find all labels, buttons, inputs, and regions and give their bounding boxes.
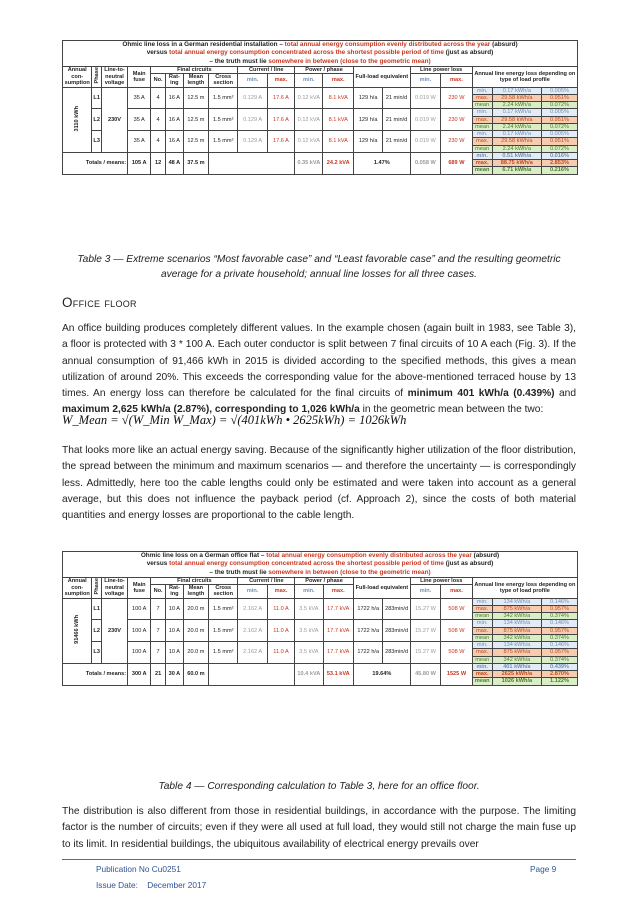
cell: 8.1 kVA: [323, 131, 353, 153]
cell: 0.129 A: [238, 131, 267, 153]
cell: 401 kWh/a: [492, 663, 541, 670]
cell: 21 min/d: [383, 87, 410, 109]
cell: 0.957%: [542, 627, 578, 634]
paragraph-2: That looks more like an actual energy saving. Because of the significantly higher utilization of the floor distribution, the spread between the minimum and maximum scenarios — and therefore the uncertainty — is correspondingly less. Admittedly, here too the cable lengths could only be estimated and were taken into account as a general average, but this does not influence the payback period (cf. Approach 2), since the costs of both material quantities and energy losses are proportional to the cable length.: [62, 445, 576, 522]
cell: 8.1 kVA: [323, 109, 353, 131]
cell: min.: [472, 131, 492, 138]
cell: Rat- ing: [165, 74, 183, 88]
cell: 4: [151, 109, 166, 131]
cell: 88.75 kWh/a: [492, 160, 541, 167]
cell: 875 kWh/a: [492, 649, 541, 656]
footer-issue: Issue Date: December 2017: [96, 880, 207, 890]
hdr-line-loss: Line power loss: [410, 577, 472, 584]
cell: 45.80 W: [410, 663, 440, 685]
cell: 17.6 A: [267, 131, 294, 153]
voltage-value: 230V: [101, 87, 127, 152]
cell: 0.019 W: [410, 131, 440, 153]
cell: max.: [472, 160, 492, 167]
table-4-caption: Table 4 — Corresponding calculation to Table 3, here for an office floor.: [158, 781, 480, 792]
cell: 15.27 W: [410, 642, 440, 664]
cell: 0.957%: [542, 605, 578, 612]
cell: 21 min/d: [383, 131, 410, 153]
cell: 0.129 A: [238, 109, 267, 131]
cell: 508 W: [441, 642, 473, 664]
cell: 1525 W: [441, 663, 473, 685]
cell: min.: [472, 620, 492, 627]
caption-line-1: Table 3 — Extreme scenarios “Most favorable case” and “Least favorable case” and the resulting geometric: [77, 254, 561, 265]
cell: 283min/d: [383, 642, 410, 664]
cell: 1.5 mm²: [209, 109, 238, 131]
cell: max.: [472, 116, 492, 123]
cell: Mean length: [183, 74, 208, 88]
cell: 0.019 W: [410, 87, 440, 109]
cell: 15.27 W: [410, 598, 440, 620]
hdr-fuse: Main fuse: [128, 66, 151, 87]
cell: 3.5 kVA: [295, 642, 323, 664]
table4-grid: [62, 551, 578, 686]
cell: 1.5 mm²: [209, 598, 238, 620]
phase-label: L1: [92, 87, 101, 109]
cell: 12.5 m: [183, 131, 208, 153]
totals-label: Totals / means:: [63, 152, 128, 174]
cell: Cross section: [209, 74, 238, 88]
table4-title: Ohmic line loss on a German office flat – total annual energy consumption evenly distributed across the year (absurd) versus total annual energy consumption concentrated across the shortest possible period of time (just as absurd) – the truth must lie somewhere in between (close to the geometric mean): [63, 552, 578, 578]
cell: 0.374%: [542, 656, 578, 663]
cell: mean: [472, 634, 492, 641]
hdr-voltage: Line-to- neutral voltage: [101, 577, 127, 598]
cell: min.: [472, 109, 492, 116]
cell: min.: [238, 585, 267, 599]
totals-row: [63, 152, 578, 159]
cell: 10 A: [165, 598, 183, 620]
table3-title: Ohmic line loss in a German residential installation – total annual energy consumption evenly distributed across the year (absurd) versus total annual energy consumption concentrated across the shortest possible period of time (just as absurd) – the truth must lie somewhere in between (close to the geometric mean): [63, 41, 578, 67]
cell: 2.162 A: [238, 598, 267, 620]
hdr-phase: Phase: [92, 577, 101, 598]
cell: 300 A: [128, 663, 151, 685]
cell: 6.71 kWh/a: [492, 167, 541, 174]
table-row: [63, 598, 578, 605]
cell: 29.58 kWh/a: [492, 116, 541, 123]
cell: 0.374%: [542, 613, 578, 620]
cell: 2.24 kWh/a: [492, 102, 541, 109]
cell: 0.35 kVA: [295, 152, 323, 174]
cell: 1026 kWh/a: [492, 678, 541, 685]
cell: 0.12 kVA: [295, 87, 323, 109]
table-3: [62, 40, 578, 175]
cell: 0.072%: [541, 123, 577, 130]
cell: 35 A: [128, 131, 151, 153]
cell: 8.1 kVA: [323, 87, 353, 109]
cell: 0.951%: [541, 138, 577, 145]
cell: 7: [151, 642, 166, 664]
cell: 4: [151, 87, 166, 109]
totals-label: Totals / means:: [63, 663, 128, 685]
cell: 53.1 kVA: [323, 663, 353, 685]
section-heading: Office floor: [62, 295, 137, 310]
cell: 4: [151, 131, 166, 153]
cell: 35 A: [128, 109, 151, 131]
cell: 342 kWh/a: [492, 613, 541, 620]
cell: 48 A: [165, 152, 183, 174]
cell: 21 min/d: [383, 109, 410, 131]
hdr-full-load: Full-load equivalent: [354, 577, 411, 598]
cell: 1.5 mm²: [209, 642, 238, 664]
cell: 17.7 kVA: [323, 620, 353, 642]
phase-label: L1: [92, 598, 101, 620]
cell: 12: [151, 152, 166, 174]
cell: max.: [323, 74, 353, 88]
hdr-voltage: Line-to- neutral voltage: [101, 66, 127, 87]
cell: 7: [151, 620, 166, 642]
cell: max.: [472, 627, 492, 634]
cell: Mean length: [183, 585, 208, 599]
cell: 0.016%: [541, 152, 577, 159]
footer-page-number: Page 9: [530, 864, 557, 874]
cell: 230 W: [441, 131, 473, 153]
table-row: [63, 131, 578, 138]
cell: 0.005%: [541, 87, 577, 94]
hdr-fuse: Main fuse: [128, 577, 151, 598]
cell: 2.162 A: [238, 642, 267, 664]
cell: 1722 h/a: [354, 642, 383, 664]
cell: Cross section: [209, 585, 238, 599]
cell: 2.853%: [541, 160, 577, 167]
cell: 11.0 A: [267, 642, 294, 664]
cell: 2.24 kWh/a: [492, 145, 541, 152]
hdr-annual: Annual con- sumption: [63, 66, 92, 87]
cell: 0.12 kVA: [295, 109, 323, 131]
cell: 24.2 kVA: [323, 152, 353, 174]
cell: No.: [151, 585, 166, 599]
cell: No.: [151, 74, 166, 88]
phase-label: L2: [92, 620, 101, 642]
cell: 0.146%: [542, 598, 578, 605]
cell: 129 h/a: [353, 87, 382, 109]
hdr-phase: Phase: [92, 66, 101, 87]
table3-grid: [62, 40, 578, 175]
cell: 0.129 A: [238, 87, 267, 109]
cell: 283min/d: [383, 620, 410, 642]
cell: 129 h/a: [353, 131, 382, 153]
cell: 12.5 m: [183, 109, 208, 131]
cell: max.: [472, 138, 492, 145]
table-row: [63, 87, 578, 94]
cell: 134 kWh/a: [492, 598, 541, 605]
hdr-current: Current / line: [238, 577, 295, 584]
cell: 1722 h/a: [354, 620, 383, 642]
cell: min.: [472, 598, 492, 605]
cell: 2.24 kWh/a: [492, 123, 541, 130]
hdr-annual: Annual con- sumption: [63, 577, 92, 598]
paragraph-3: The distribution is also different from those in residential buildings, in accordance with the purpose. The limiting factor is the number of circuits; even if they were all used at full load, they would still not charge the main fuse up to its limit. In residential buildings, the ubiquitous availability of electrical energy prevails over: [62, 806, 576, 850]
cell: 0.12 kVA: [295, 131, 323, 153]
cell: 1.122%: [542, 678, 578, 685]
hdr-annual-loss: Annual line energy loss depending on type of load profile: [472, 577, 577, 598]
cell: 0.019 W: [410, 109, 440, 131]
cell: 20.0 m: [183, 642, 208, 664]
hdr-power: Power / phase: [295, 66, 354, 73]
cell: 100 A: [128, 642, 151, 664]
cell: 11.0 A: [267, 620, 294, 642]
cell: mean: [472, 123, 492, 130]
cell: max.: [472, 671, 492, 678]
geometric-mean-formula: W_Mean = √(W_Min W_Max) = √(401kWh • 2625kWh) = 1026kWh: [62, 413, 407, 427]
cell: 17.6 A: [267, 87, 294, 109]
cell: 100 A: [128, 598, 151, 620]
cell: 0.374%: [542, 634, 578, 641]
cell: 16 A: [165, 87, 183, 109]
cell: Rat- ing: [165, 585, 183, 599]
cell: 0.146%: [542, 620, 578, 627]
cell: 129 h/a: [353, 109, 382, 131]
cell: max.: [472, 649, 492, 656]
cell: 20.0 m: [183, 620, 208, 642]
cell: 2.162 A: [238, 620, 267, 642]
cell: 0.951%: [541, 116, 577, 123]
hdr-final-circuits: Final circuits: [151, 577, 238, 584]
blank-cell: [209, 152, 295, 174]
cell: 10.4 kVA: [295, 663, 323, 685]
cell: 10 A: [165, 620, 183, 642]
cell: mean: [472, 102, 492, 109]
hdr-line-loss: Line power loss: [410, 66, 472, 73]
cell: 2625 kWh/a: [492, 671, 541, 678]
cell: 21: [151, 663, 166, 685]
cell: min.: [238, 74, 267, 88]
cell: min.: [472, 152, 492, 159]
cell: 0.439%: [542, 663, 578, 670]
cell: 230 W: [441, 87, 473, 109]
cell: 12.5 m: [183, 87, 208, 109]
cell: max.: [267, 74, 294, 88]
table-row: [63, 620, 578, 627]
cell: 10 A: [165, 642, 183, 664]
voltage-value: 230V: [101, 598, 127, 663]
hdr-annual-loss: Annual line energy loss depending on type of load profile: [472, 66, 577, 87]
cell: mean: [472, 678, 492, 685]
cell: 16 A: [165, 131, 183, 153]
cell: max.: [441, 74, 473, 88]
cell: 11.0 A: [267, 598, 294, 620]
cell: 0.072%: [541, 102, 577, 109]
cell: 100 A: [128, 620, 151, 642]
cell: max.: [267, 585, 294, 599]
cell: mean: [472, 145, 492, 152]
cell: 37.5 m: [183, 152, 208, 174]
table-4: [62, 551, 578, 686]
cell: 0.058 W: [410, 152, 440, 174]
cell: 29.58 kWh/a: [492, 94, 541, 101]
hdr-power: Power / phase: [295, 577, 354, 584]
cell: 508 W: [441, 598, 473, 620]
cell: 15.27 W: [410, 620, 440, 642]
cell: mean: [472, 167, 492, 174]
hdr-current: Current / line: [238, 66, 295, 73]
cell: mean: [472, 656, 492, 663]
cell: 342 kWh/a: [492, 634, 541, 641]
cell: 20.0 m: [183, 598, 208, 620]
cell: 30 A: [165, 663, 183, 685]
annual-consumption: 3110 kWh: [63, 87, 92, 152]
cell: 16 A: [165, 109, 183, 131]
paragraph-1: An office building produces completely different values. In the example chosen (again built in 1983, see Table 3), a floor is protected with 3 * 100 A. Each outer conductor is split between 7 final circuits of 10 A each (Fig. 3). If the annual consumption of 91,466 kWh in 2015 is divided according to the specified methods, this gives a mean utilization of around 20%. This exceeds the corresponding value for the above-mentioned terraced house by 13 times. An energy loss can therefore be calculated for the final circuits of minimum 401 kWh/a (0.439%) and maximum 2,625 kWh/a (2.87%), corresponding to 1,026 kWh/a in the geometric mean between the two:: [62, 323, 577, 416]
cell: 875 kWh/a: [492, 605, 541, 612]
cell: max.: [472, 605, 492, 612]
cell: 17.7 kVA: [323, 642, 353, 664]
cell: 17.6 A: [267, 109, 294, 131]
table-row: [63, 642, 578, 649]
totals-row: [63, 663, 578, 670]
phase-label: L2: [92, 109, 101, 131]
phase-label: L3: [92, 131, 101, 153]
cell: 2.870%: [542, 671, 578, 678]
cell: 0.216%: [541, 167, 577, 174]
blank-cell: [209, 663, 295, 685]
cell: 1.5 mm²: [209, 87, 238, 109]
cell: 230 W: [441, 109, 473, 131]
hdr-final-circuits: Final circuits: [151, 66, 238, 73]
cell: min.: [472, 642, 492, 649]
phase-label: L3: [92, 642, 101, 664]
cell: 1.5 mm²: [209, 620, 238, 642]
cell: 7: [151, 598, 166, 620]
cell: min.: [410, 585, 440, 599]
cell: 0.005%: [541, 131, 577, 138]
cell: 17.7 kVA: [323, 598, 353, 620]
cell: 0.51 kWh/a: [492, 152, 541, 159]
caption-line-2: average for a private household; annual line losses for all three cases.: [160, 269, 477, 280]
cell: 342 kWh/a: [492, 656, 541, 663]
cell: min.: [410, 74, 440, 88]
cell: 1.47%: [353, 152, 410, 174]
cell: 3.5 kVA: [295, 620, 323, 642]
cell: 105 A: [128, 152, 151, 174]
table-row: [63, 109, 578, 116]
footer-rule: [62, 859, 576, 860]
cell: 1.5 mm²: [209, 131, 238, 153]
footer-publication: Publication No Cu0251: [96, 864, 181, 874]
cell: 0.957%: [542, 649, 578, 656]
cell: 60.0 m: [183, 663, 208, 685]
annual-consumption: 91466 kWh: [63, 598, 92, 663]
cell: mean: [472, 613, 492, 620]
cell: 508 W: [441, 620, 473, 642]
cell: 3.5 kVA: [295, 598, 323, 620]
cell: 1722 h/a: [354, 598, 383, 620]
cell: max.: [323, 585, 353, 599]
hdr-full-load: Full-load equivalent: [353, 66, 410, 87]
cell: 0.17 kWh/a: [492, 87, 541, 94]
cell: 19.64%: [354, 663, 411, 685]
cell: 0.17 kWh/a: [492, 131, 541, 138]
table-3-caption: [0, 252, 638, 282]
cell: min.: [472, 663, 492, 670]
cell: min.: [295, 74, 323, 88]
cell: min.: [472, 87, 492, 94]
cell: 689 W: [441, 152, 473, 174]
cell: 0.951%: [541, 94, 577, 101]
cell: max.: [472, 94, 492, 101]
cell: 134 kWh/a: [492, 642, 541, 649]
cell: 0.146%: [542, 642, 578, 649]
cell: 0.072%: [541, 145, 577, 152]
cell: 35 A: [128, 87, 151, 109]
cell: 875 kWh/a: [492, 627, 541, 634]
cell: 0.17 kWh/a: [492, 109, 541, 116]
cell: 283min/d: [383, 598, 410, 620]
cell: 0.005%: [541, 109, 577, 116]
cell: 134 kWh/a: [492, 620, 541, 627]
cell: min.: [295, 585, 323, 599]
cell: max.: [441, 585, 473, 599]
cell: 29.58 kWh/a: [492, 138, 541, 145]
